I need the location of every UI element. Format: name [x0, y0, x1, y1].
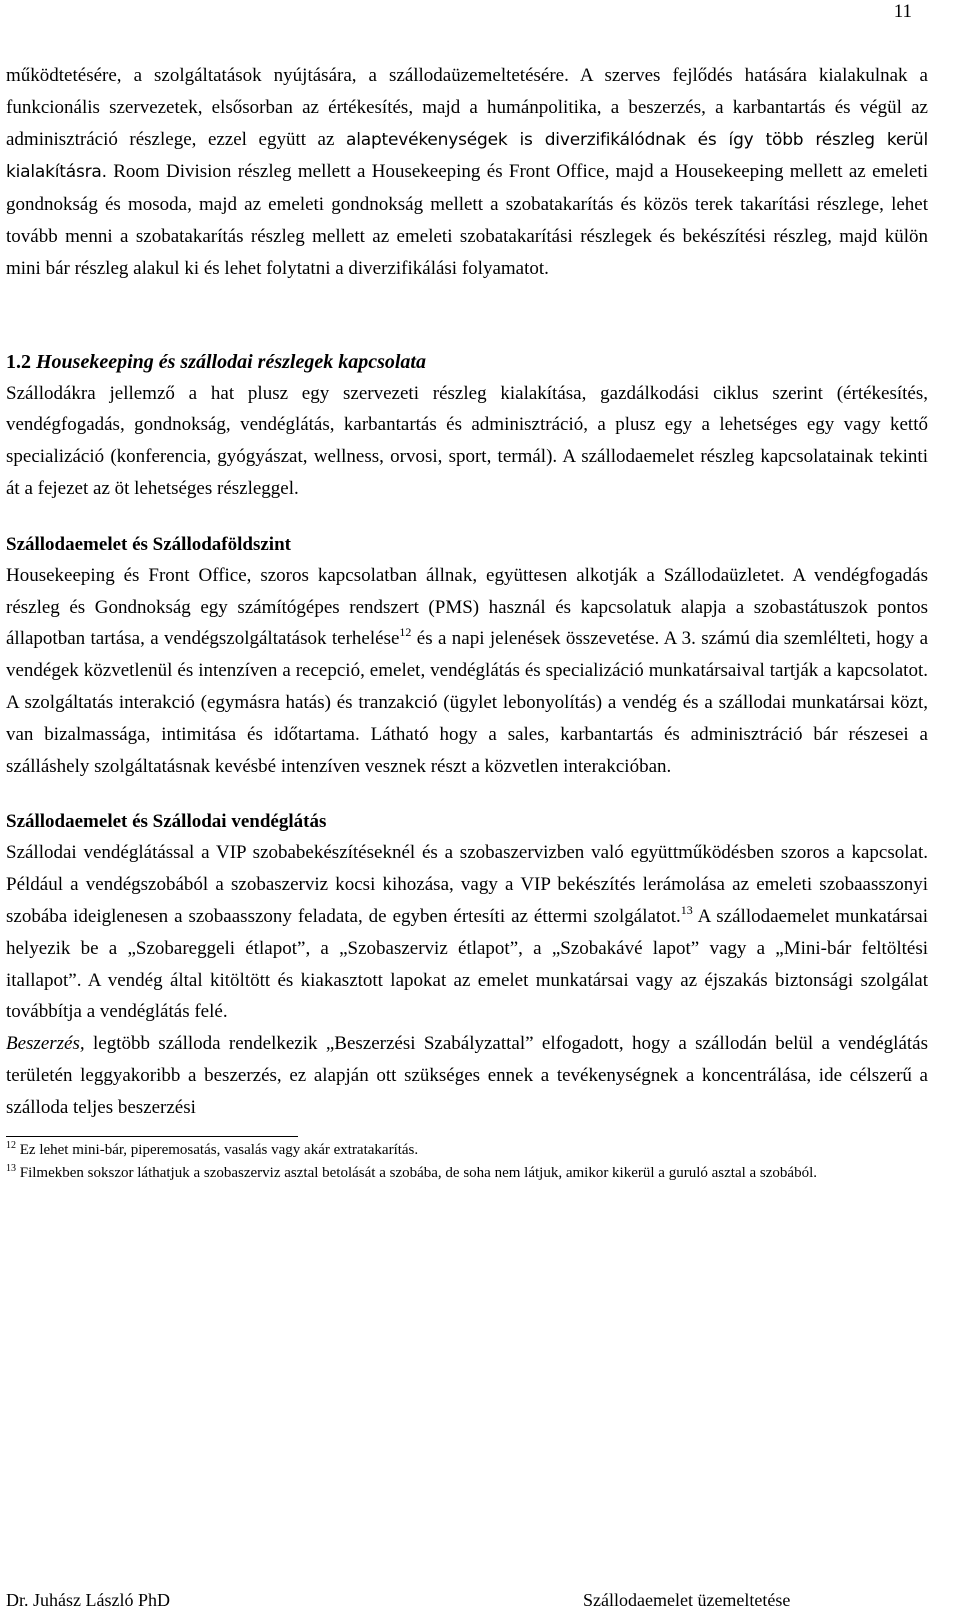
paragraph-purchasing: [6, 1028, 928, 1123]
paragraph-catering: [6, 837, 928, 1028]
paragraph-intro-text-2: alaptevékenységek is diverzifikálódnak és így több részleg kerül kialakításra.: [6, 129, 929, 183]
footnote-13-number: 13: [6, 1162, 16, 1174]
section-title: Housekeeping és szállodai részlegek kapcsolata: [36, 350, 426, 373]
footnote-13: [6, 1164, 928, 1183]
paragraph-front-office: [6, 560, 928, 783]
section-heading: [6, 347, 928, 378]
footnote-12-number: 12: [6, 1139, 16, 1151]
purchasing-term: Beszerzés,: [6, 1033, 85, 1055]
footer-chapter: Szállodaemelet üzemeltetése: [583, 1590, 791, 1610]
paragraph-intro-text-1: működtetésére, a szolgáltatások nyújtására, a szállodaüzemeltetésére. A szerves fejlődés hatására kialakulnak a funkcionális szervezetek, elsősorban az értékesítés, majd a humánpolitika, a beszerzés, a karbantartás és végül az adminisztráció részlege, ezzel együtt az: [6, 65, 928, 150]
footnote-ref-12: 12: [399, 625, 412, 640]
page-number: 11: [893, 1, 912, 22]
footnote-ref-13: 13: [680, 902, 693, 917]
footnote-13-text: Filmekben sokszor láthatjuk a szobaszerviz asztal betolását a szobába, de soha nem látjuk, amikor kikerül a guruló asztal a szobából.: [16, 1164, 817, 1181]
paragraph-catering-text-1: Szállodai vendéglátással a VIP szobabekészítéseknél és a szobaszervizben való együttműködésben szoros a kapcsolat. Például a vendégszobából a szobaszerviz kocsi kihozása, vagy a VIP bekészítés lerámolása az emeleti szobaasszonyi szobába ideiglenesen a szobaasszony feladata, de egyben értesíti az éttermi szolgálatot.: [6, 842, 928, 927]
paragraph-departments: Szállodákra jellemző a hat plusz egy szervezeti részleg kialakítása, gazdálkodási ciklus szerint (értékesítés, vendégfogadás, gondnokság, vendéglátás, karbantartás és adminisztráció, a plusz egy a lehetséges egy vagy kettő specializáció (konferencia, gyógyászat, wellness, orvosi, sport, termál). A szállodaemelet részleg kapcsolatainak tekinti át a fejezet az öt lehetséges részleggel.: [6, 382, 928, 499]
paragraph-front-office-text-2: és a napi jelenések összevetése. A 3. számú dia szemlélteti, hogy a vendégek közvetlenül és intenzíven a recepció, emelet, vendéglátás és specializáció munkatársaival tartják a kapcsolatot. A szolgáltatás interakció (egymásra hatás) és tranzakció (ügylet lebonyolítás) a vendég és a szállodai munkatársai közt, van bizalmassága, intimitása és időtartama. Látható hogy a sales, karbantartás és adminisztráció bár részesei a szálláshely szolgáltatásnak kevésbé intenzíven vesznek részt a közvetlen interakcióban.: [6, 628, 928, 777]
subheading-ground-floor: Szállodaemelet és Szállodaföldszint: [6, 533, 291, 555]
footnote-divider: [6, 1136, 298, 1137]
paragraph-purchasing-text: legtöbb szálloda rendelkezik „Beszerzési Szabályzattal” elfogadott, hogy a szállodán belül a vendéglátás területén leggyakoribb a beszerzés, ez alapján ott szükséges ennek a tevékenységnek a koncentrálása, ide célszerű a szálloda teljes beszerzési: [6, 1033, 928, 1118]
paragraph-catering-text-2: A szállodaemelet munkatársai helyezik be a „Szobareggeli étlapot”, a „Szobaszerviz étlapot”, a „Szobakávé lapot” vagy a „Mini-bár feltöltési itallapot”. A vendég által kitöltött és kiakasztott lapokat az emelet munkatársai vagy az éjszakás biztonsági szolgálat továbbítja a vendéglátás felé.: [6, 905, 928, 1023]
paragraph-front-office-text-1: Housekeeping és Front Office, szoros kapcsolatban állnak, együttesen alkotják a Szállodaüzletet. A vendégfogadás részleg és Gondnokság egy számítógépes rendszert (PMS) használ és kapcsolatuk alapja a szobastátuszok pontos állapotban tartása, a vendégszolgáltatások terhelése: [6, 564, 928, 650]
paragraph-intro-text-3: Room Division részleg mellett a Housekeeping és Front Office, majd a Housekeeping mellett az emeleti gondnokság és mosoda, majd az emeleti gondnokság mellett a szobatakarítás és közös terek takarítási részlege, lehet tovább menni a szobatakarítás részleg mellett az emeleti szobatakarítási részlegek és bekészítési részleg, majd külön mini bár részleg alakul ki és lehet folytatni a diverzifikálási folyamatot.: [6, 161, 928, 279]
footnote-12-text: Ez lehet mini-bár, piperemosatás, vasalás vagy akár extratakarítás.: [16, 1141, 419, 1158]
footnote-12: [6, 1141, 928, 1160]
page-body: [6, 60, 928, 1183]
subheading-catering: Szállodaemelet és Szállodai vendéglátás: [6, 811, 327, 833]
paragraph-intro: [6, 60, 928, 285]
section-number: 1.2: [6, 350, 36, 373]
footer-author: Dr. Juhász László PhD: [6, 1590, 170, 1610]
